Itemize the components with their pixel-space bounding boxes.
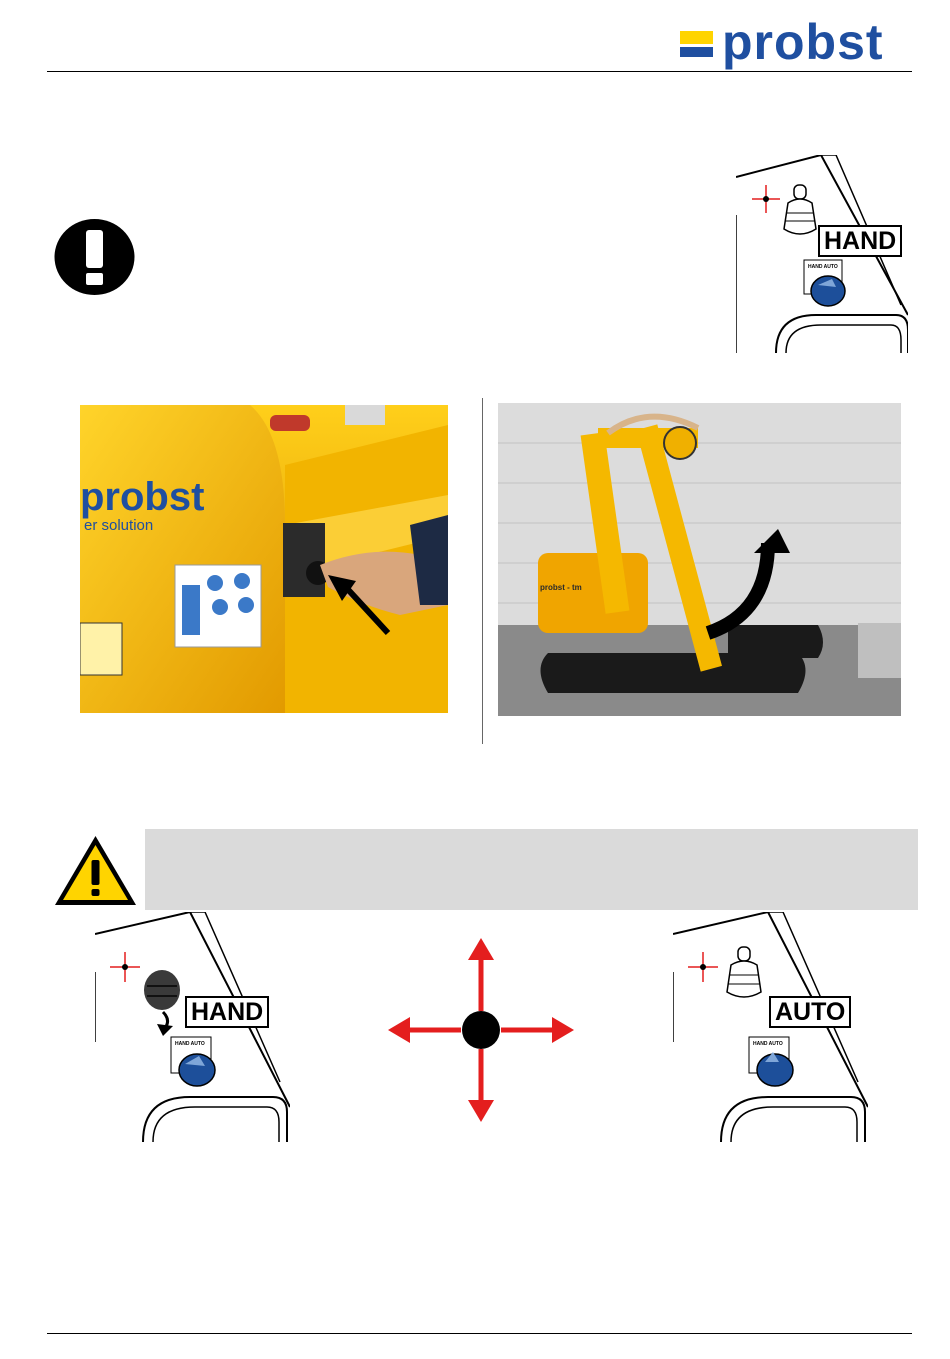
photo-control-knob-illustration	[80, 405, 448, 713]
control-panel-hand	[95, 912, 290, 1142]
exclamation-circle-icon	[54, 218, 135, 296]
photo-machine-illustration	[498, 403, 901, 716]
probst-logo: probst	[722, 14, 884, 70]
logo-blue-bar	[680, 47, 713, 57]
header-rule	[47, 71, 912, 72]
logo-yellow-bar	[680, 31, 713, 44]
four-direction-arrows-icon	[386, 936, 576, 1124]
sticker-label: HAND AUTO	[808, 264, 838, 270]
warning-triangle-icon	[53, 834, 138, 907]
photo-control-knob	[80, 405, 448, 713]
sticker-label: HAND AUTO	[175, 1041, 205, 1047]
control-panel-auto	[673, 912, 868, 1142]
photo-divider	[482, 398, 483, 744]
photo-machine-arm	[498, 403, 901, 716]
photo-brand-subtext: er solution	[84, 517, 154, 534]
sticker-label: HAND AUTO	[753, 1041, 783, 1047]
warning-band	[145, 829, 918, 910]
footer-rule	[47, 1333, 912, 1334]
control-panel-top	[736, 155, 908, 353]
hand-mode-label: HAND	[185, 996, 269, 1028]
photo-brand-text: probst	[80, 475, 205, 519]
machine-brand-text: probst - tm	[540, 583, 582, 592]
hand-mode-label: HAND	[818, 225, 902, 257]
auto-mode-label: AUTO	[769, 996, 851, 1028]
